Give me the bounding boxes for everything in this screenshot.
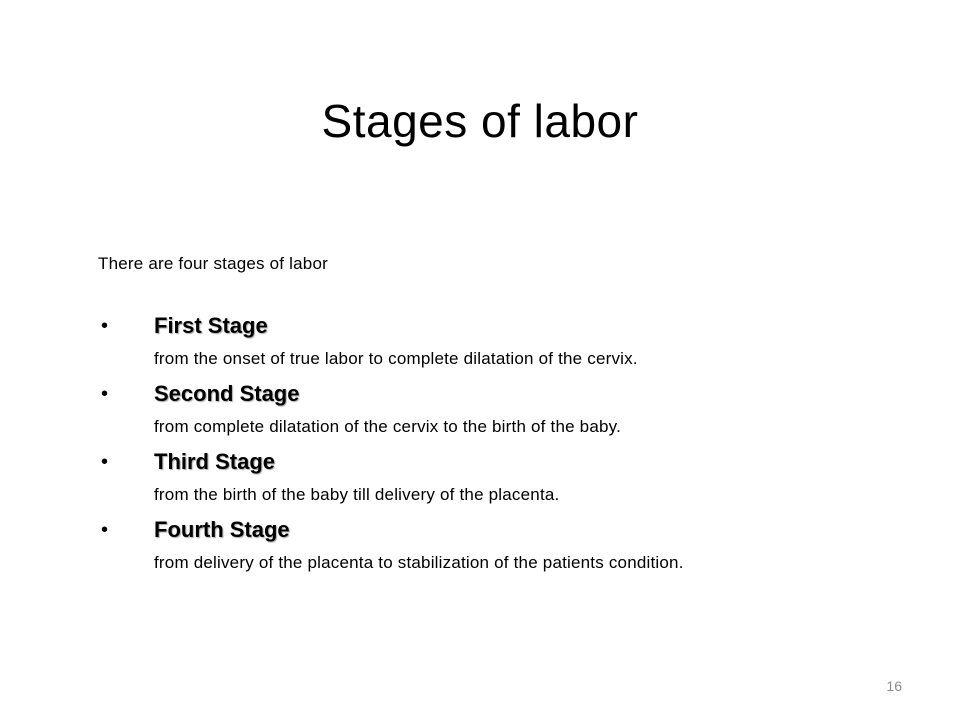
stage-item-first: [98, 310, 898, 378]
stage-description-second: from complete dilatation of the cervix to the birth of the baby.: [154, 417, 622, 436]
stage-item-third: [98, 446, 898, 514]
stage-item-fourth: [98, 514, 898, 582]
slide-title: Stages of labor: [321, 94, 639, 147]
bullet-icon: •: [101, 383, 109, 405]
intro-text: There are four stages of labor: [98, 254, 328, 273]
stage-item-second: [98, 378, 898, 446]
page-number: 16: [886, 678, 902, 694]
stage-name-third: Third Stage: [154, 449, 276, 474]
stage-description-first: from the onset of true labor to complete dilatation of the cervix.: [154, 349, 638, 368]
stage-name-fourth: Fourth Stage: [154, 517, 290, 542]
stage-list: [98, 310, 898, 582]
stage-description-fourth: from delivery of the placenta to stabilization of the patients condition.: [154, 553, 684, 572]
bullet-icon: •: [101, 315, 109, 337]
bullet-icon: •: [101, 519, 109, 541]
bullet-icon: •: [101, 451, 109, 473]
stage-name-second: Second Stage: [154, 381, 300, 406]
stage-description-third: from the birth of the baby till delivery of the placenta.: [154, 485, 560, 504]
stage-name-first: First Stage: [154, 313, 268, 338]
